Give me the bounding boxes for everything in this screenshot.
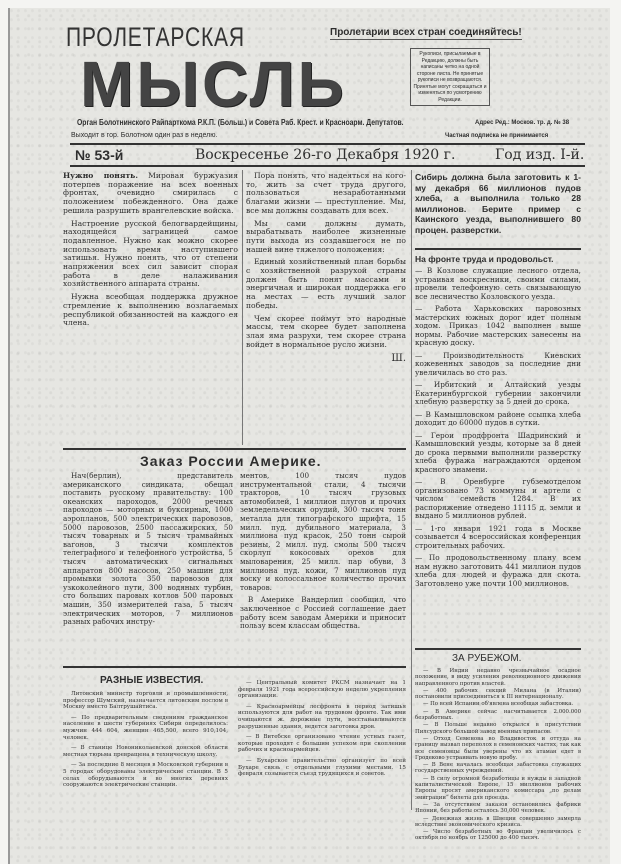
misc-col2 — [238, 680, 406, 782]
news-item: — Бухарское правительство организует по всей Бухаре связь с отдельными глухими местами. 15 февраля созывается съезд трудящихся и советов. — [238, 757, 406, 778]
news-item: Литовский министр торговли и промышленности, профессор Шумский, назначается литовским послом в Москву вместо Балтрушайтиса. — [63, 691, 228, 711]
paragraph: Чем скорее поймут это народные массы, тем скорее будет заполнена злая яма разрухи, тем скорее страна войдет в нормальное русло жизни. — [246, 313, 406, 349]
news-item: — Отход Семенова во Владивосток и оттуда на границу вызвал переполох в семеновских частях, так как все семеновцы были уверены что их атаман едет в Гродеково устраивать новую пробу. — [415, 735, 581, 761]
siberia-notice: Сибирь должна была заготовить к 1-му декабря 66 миллионов пудов хлеба, а выполнила только 28 миллионов. Берите пример с Каинского уезда, выполнившего 80 процен. разверстки. — [415, 172, 581, 235]
masthead-title-top: ПРОЛЕТАРСКАЯ — [66, 22, 245, 52]
news-item: — Денежная жизнь в Швеции совершенно замерла вследствие экономического кризиса. — [415, 815, 581, 828]
signature: Ш. — [391, 353, 406, 365]
divider — [415, 648, 581, 650]
divider — [63, 448, 406, 450]
news-item: — В Витебске организовано чтение устных газет, которые проходят с большим успехом при скоплении рабочих и красноармейцев. — [238, 734, 406, 754]
misc-heading: РАЗНЫЕ ИЗВЕСТИЯ. — [100, 675, 204, 686]
paragraph: Настроение русской белогвардейщины, находящейся заграницей самое подавленное. Нужно как можно скорее использовать время наступившего затишья. Нужно понять, что от степени напряжения всех сил зависит спорая работа в деле налаживания хозяйственного аппарата страны. — [63, 218, 238, 289]
news-item: — 400 рабочих секций Милана (в Италии) постановили присоединиться к III интернационалу. — [415, 687, 581, 701]
news-item: — В станице Новониколаевской донской области местная тюрьма превращена в техническую школу. — [63, 745, 228, 758]
frequency: Выходит в гор. Болотном один раз в неделю. — [71, 132, 218, 139]
divider — [70, 165, 585, 167]
paragraph: Мировая буржуазия потерпев поражение на всех военных фронтах, очевидно смирилась с положением побежденного. Она даже решила разрушить врангелевские войска. — [63, 171, 238, 215]
address: Адрес Ред.: Москов. тр. д. № 38 — [475, 120, 570, 126]
labor-front-news — [415, 267, 581, 592]
paragraph: Мы сами должны думать, вырабатывать наиболее жизненные пути выхода из создавшегося не по нашей вине тяжелого положения: — [246, 218, 406, 254]
labor-front-heading: На фронте труда и продовольст. — [415, 254, 554, 264]
news-item: — Работа Харьковских паровозных мастерских южных дорог идет полным ходом. Приказ 1042 выполнен выше нормы. Рабочие мастерских занесены на красную доску. — [415, 304, 581, 347]
news-item: — В Индии недавно чрезвычайное осадное положение, в виду усиления революционного движения направленного против властей. — [415, 668, 581, 687]
news-item: — В Камышловском районе ссыпка хлеба доходит до 60000 пудов в сутки. — [415, 409, 581, 427]
paragraph: Пора понять, что надеяться на кого-то, жить за счет труда другого, пользоваться незаработанными благами жизни — преступление. Мы, все мы должны создавать для всех. — [246, 171, 406, 215]
paragraph: ментов, 100 тысяч пудов инструментальной стали, 4 тысячи тракторов, 10 тысяч грузовых автомобилей, 1 миллион плугов и прочих земледельческих орудий, 300 тысяч тонн металла для типографского шрифта, 15 милл. пуд. дубильного материала, 3 миллиона пуд красок, 250 тонн сырой резины, 2 милл. пуд. смолы 500 тысяч скорлуп кокосовых орехов для мыловарения, 25 милл. пар обуви, 3 миллиона пуд. кожи, 7 миллионов пуд воску и колоссальное количество прочих товаров. — [240, 471, 406, 592]
news-item: — В Оренбурге губземотделом организовано 73 коммуны и артели с числом семейств 1284. В их распоряжение отведено 11115 д. земли и выдано 5 миллионов рублей. — [415, 477, 581, 520]
paragraph: Нужна всеобщая поддержка дружное стремление к выполнению возлагаемых республикой обязанностей на каждого ея члена. — [63, 292, 238, 328]
organ-line: Орган Болотнинского Райпарткома Р.К.П. (Больш.) и Совета Раб. Крест. и Красноарм. Депутатов. — [77, 118, 404, 127]
masthead-title-main: МЫСЛЬ — [80, 48, 347, 120]
editorial-col1 — [63, 172, 238, 332]
paragraph: Нач(берлин), представитель американского синдиката, обещал поставить русскому правительству: 100 океанских пароходов, 2000 речных пароходов — моторных и буксирных, 1000 аэропланов, 500 электрических паровозов, 5000 паровозов, 2500 пассажирских, 50 тысяч товарных и 5 тысяч трамвайных вагонов, 3 тысячи комплектов телеграфного и телефонного устройства, 5 тысяч автоматических сигнальных аппаратов 800 насосов, 250 машин для промывки золота 350 паровозов для узкоколейного пути, 300 водяных турбин, сто больших паровых котлов 500 паровых машин, 350 измерителей газа, 5 тысяч электрических моторов, 7 миллионов разных рабочих инстру- — [63, 471, 233, 627]
news-item: — Центральный комитет РКСМ назначает на 1 февраля 1921 года всероссийскую неделю укрепления организации. — [238, 680, 406, 700]
abroad-heading: ЗА РУБЕЖОМ. — [452, 653, 522, 664]
news-item: — Производительность Киевских кожевенных заводов за последние дни увеличилась во сто раз. — [415, 350, 581, 377]
editorial-lead: Нужно понять. — [63, 171, 138, 180]
issue-date: Воскресенье 26-го Декабря 1920 г. — [195, 147, 456, 163]
order-col1 — [63, 472, 233, 631]
subscription-note: Частная подписка не принимается — [445, 133, 549, 139]
editorial-notice: Рукописи, присылаемые в Редакцию, должны быть написаны четко на одной стороне листа. Не принятые рукописи не возвращаются. Принятые могут сокращаться и изменяться по усмотрению Редакции. — [410, 48, 490, 106]
slogan: Пролетарии всех стран соединяйтесь! — [330, 27, 522, 38]
news-item: — В Вене началась всеобщая забастовка служащих государственных учреждений. — [415, 762, 581, 775]
news-item: — За отсутствием заказов остановились фабрики Японии, без работы осталось 30,000 человек. — [415, 801, 581, 815]
order-col2 — [240, 472, 406, 635]
news-item: — В Америке сейчас насчитывается 2.000.000 безработных. — [415, 708, 581, 722]
divider — [70, 143, 585, 145]
publication-year: Год изд. I-й. — [495, 147, 585, 163]
news-item: — По всей Испании об'явлена всеобщая забастовка. — [423, 701, 574, 708]
news-item: — Ирбитский и Алтайский уезды Екатеринбургской губернии закончили хлебную разверстку за 5 дней до срока. — [415, 380, 581, 406]
news-item: — По предварительным сведениям гражданское население в шести губерниях Сибири определилось: мужчин 444 604, женщин 465,500, всего 910,104, человек. — [63, 714, 228, 741]
column-divider — [242, 170, 243, 445]
news-item: — За последние 8 месяцев в Московской губернии в 5 городах оборудованы электрические станции. В 5 селах оборудываются и во многих деревнях сооружаются электрические станции. — [63, 762, 228, 789]
news-item: — В силу огромной безработицы и нужды в западной капиталистической Европе, 15 миллионов рабочих Европы просят американского комиссара „по делам эмиграции“ билеты для проезда. — [415, 775, 581, 801]
news-item: — Число безработных во Франции увеличилось с октября по ноябрь от 125000 до 400 тысяч. — [415, 829, 581, 842]
order-heading: Заказ России Америке. — [140, 453, 322, 469]
abroad-news — [415, 668, 581, 843]
news-item: — 1-го января 1921 года в Москве созывается 4 всероссийская конференция строительных рабочих. — [415, 523, 581, 550]
column-divider — [411, 170, 412, 810]
paragraph: Единый хозяйственный план борьбы с хозяйственной разрухой страны должен быть понят массами и энергичная и широкая поддержка его на местах — есть лучший залог победы. — [246, 257, 406, 310]
news-item: — Герои продфронта Шадринский и Камышловский уезды, которые за 8 дней до срока первыми выполнили разверстку хлеба фуража награждаются орденом красного знамени. — [415, 430, 581, 474]
news-item: — В Польше недавно открылся в присутствии Пилсудского большой завод военных припасов. — [415, 722, 581, 735]
news-item: — В Козлове служащие лесного отдела, устраивая воскресники, своими силами, провели телефонную сеть связывающую все лесничество Козловского уезда. — [415, 266, 581, 301]
divider — [415, 248, 581, 250]
issue-number: № 53-й — [75, 147, 124, 163]
misc-col1 — [63, 691, 228, 793]
news-item: — По продовольственному плану всем нам нужно заготовить 441 миллион пудов хлеба для людей и фуража для скота. Заготовлено уже почти 100 миллионов. — [415, 553, 581, 588]
news-item: — Красноармейцы лесфронта в период затишья используются для работ на трудовом фронте. Так ими очищаются ж. дорожные пути, восстанавливаются разрушенные здания, ведется заготовка дров. — [238, 703, 406, 730]
divider — [63, 666, 406, 668]
editorial-col2 — [246, 172, 406, 364]
paragraph: В Америке Вандерлип сообщил, что заключенное с Россией соглашение дает работу всем заводам Америки и приносит пользу всем классам общества. — [240, 595, 406, 631]
